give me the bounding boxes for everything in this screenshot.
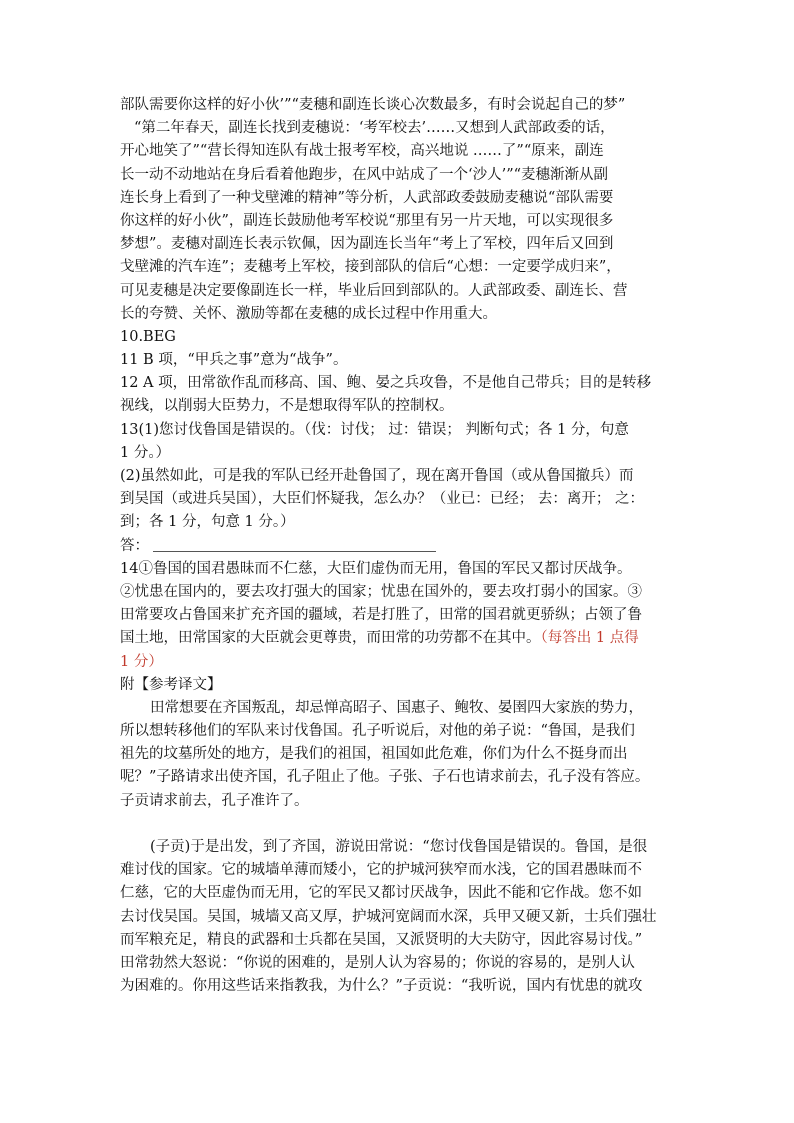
- text-line: “第二年春天，副连长找到麦穗说：‘考军校去’……又想到人武部政委的话，: [134, 120, 615, 137]
- text-line: 可见麦穗是决定要像副连长一样，毕业后回到部队的。人武部政委、副连长、营: [120, 282, 628, 299]
- text-line: 14①鲁国的国君愚昧而不仁慈，大臣们虚伪而无用，鲁国的军民又都讨厌战争。: [120, 560, 632, 577]
- text-line: 12 A 项，田常欲作乱而移高、国、鲍、晏之兵攻鲁，不是他自己带兵；目的是转移: [120, 375, 652, 392]
- text-line: 田常想要在齐国叛乱，却忌惮高昭子、国惠子、鲍牧、晏圉四大家族的势力，: [150, 699, 643, 716]
- q12-answer: [120, 372, 686, 418]
- text-line: 长的夸赞、关怀、激励等都在麦穗的成长过程中作用重大。: [120, 305, 497, 322]
- text-line: 戈壁滩的汽车连”；麦穗考上军校，接到部队的信后“心想：一定要学成归来”，: [120, 259, 621, 276]
- text-line: 田常要攻占鲁国来扩充齐国的疆域，若是打胜了，田常的国君就更骄纵；占领了鲁: [120, 607, 642, 624]
- text-line: 部队需要你这样的好小伙’”“麦穗和副连长谈心次数最多，有时会说起自己的梦”: [120, 97, 626, 113]
- text-line: 为困难的。你用这些话来指教我，为什么？”子贡说：“我听说，国内有忧患的就攻: [120, 978, 643, 995]
- text-line: 去讨伐吴国。吴国，城墙又高又厚，护城河宽阔而水深，兵甲又硬又新，士兵们强壮: [120, 908, 657, 925]
- answer-label: 答：: [120, 537, 149, 554]
- text-line: 难讨伐的国家。它的城墙单薄而矮小，它的护城河狭窄而水浅，它的国君愚昧而不: [120, 862, 642, 879]
- q14-text: 国土地，田常国家的大臣就会更尊贵，而田常的功劳都不在其中。: [120, 630, 541, 647]
- text-line: 梦想”。麦穗对副连长表示钦佩，因为副连长当年“考上了军校，四年后又回到: [120, 236, 614, 253]
- translation-paragraph-1: [120, 697, 686, 813]
- text-line: 子贡请求前去，孔子准许了。: [120, 792, 309, 809]
- q13-answer: [120, 419, 686, 535]
- q14-scoring-note-cont: 1 分）: [120, 653, 163, 670]
- text-line: (2)虽然如此，可是我的军队已经开赴鲁国了，现在离开鲁国（或从鲁国撤兵）而: [120, 468, 634, 484]
- text-line: 视线，以削弱大臣势力，不是想取得军队的控制权。: [120, 398, 454, 415]
- text-line: 长一动不动地站在身后看着他跑步，在风中站成了一个‘沙人’”“麦穗渐渐从副: [120, 166, 609, 183]
- text-line: 到；各 1 分，句意 1 分。）: [120, 514, 295, 531]
- text-line: 开心地笑了”“营长得知连队有战士报考军校，高兴地说 ……了”“原来，副连: [120, 143, 604, 160]
- paragraph-gap: [120, 813, 686, 836]
- text-line: 田常勃然大怒说：“你说的困难的，是别人认为容易的；你说的容易的，是别人认: [120, 954, 635, 971]
- text-line: 仁慈，它的大臣虚伪而无用，它的军民又都讨厌战争，因此不能和它作战。您不如: [120, 885, 642, 902]
- text-line: (子贡)于是出发，到了齐国，游说田常说：“您讨伐鲁国是错误的。鲁国，是很: [150, 839, 648, 855]
- q9-analysis-paragraph: [120, 94, 686, 326]
- text-line: 13(1)您讨伐鲁国是错误的。（伐：讨伐； 过：错误； 判断句式；各 1 分，句意: [120, 421, 629, 438]
- text-line: 你这样的好小伙”，副连长鼓励他考军校说“那里有另一片天地，可以实现很多: [120, 212, 614, 229]
- q10-answer: 10.BEG: [120, 328, 176, 345]
- text-line: 呢？”子路请求出使齐国，孔子阻止了他。子张、子石也请求前去，孔子没有答应。: [120, 769, 650, 786]
- text-line: ②忧患在国内的，要去攻打强大的国家；忧患在国外的，要去攻打弱小的国家。③: [120, 583, 642, 600]
- text-line: 而军粮充足，精良的武器和士兵都在吴国，又派贤明的大夫防守，因此容易讨伐。”: [120, 931, 643, 948]
- answer-blank-line[interactable]: [153, 539, 436, 552]
- answer-key-content: [120, 94, 686, 998]
- appendix-title: 附【参考译文】: [120, 676, 222, 693]
- q14-scoring-note: （每答出 1 点得: [540, 630, 639, 647]
- translation-paragraph-2: [120, 836, 686, 998]
- text-line: 到吴国（或进兵吴国），大臣们怀疑我，怎么办？（业已：已经； 去：离开； 之：: [120, 491, 644, 508]
- text-line: [120, 627, 686, 650]
- q14-answer: [120, 558, 686, 674]
- answer-blank-row: [120, 535, 686, 558]
- q11-answer: 11 B 项，“甲兵之事”意为“战争”。: [120, 352, 348, 369]
- text-line: 祖先的坟墓所处的地方，是我们的祖国，祖国如此危难，你们为什么不挺身而出: [120, 746, 628, 763]
- text-line: 1 分。）: [120, 444, 171, 461]
- text-line: 连长身上看到了一种戈壁滩的精神”等分析，人武部政委鼓励麦穗说“部队需要: [120, 189, 614, 206]
- text-line: 所以想转移他们的军队来讨伐鲁国。孔子听说后，对他的弟子说：“鲁国，是我们: [120, 723, 635, 740]
